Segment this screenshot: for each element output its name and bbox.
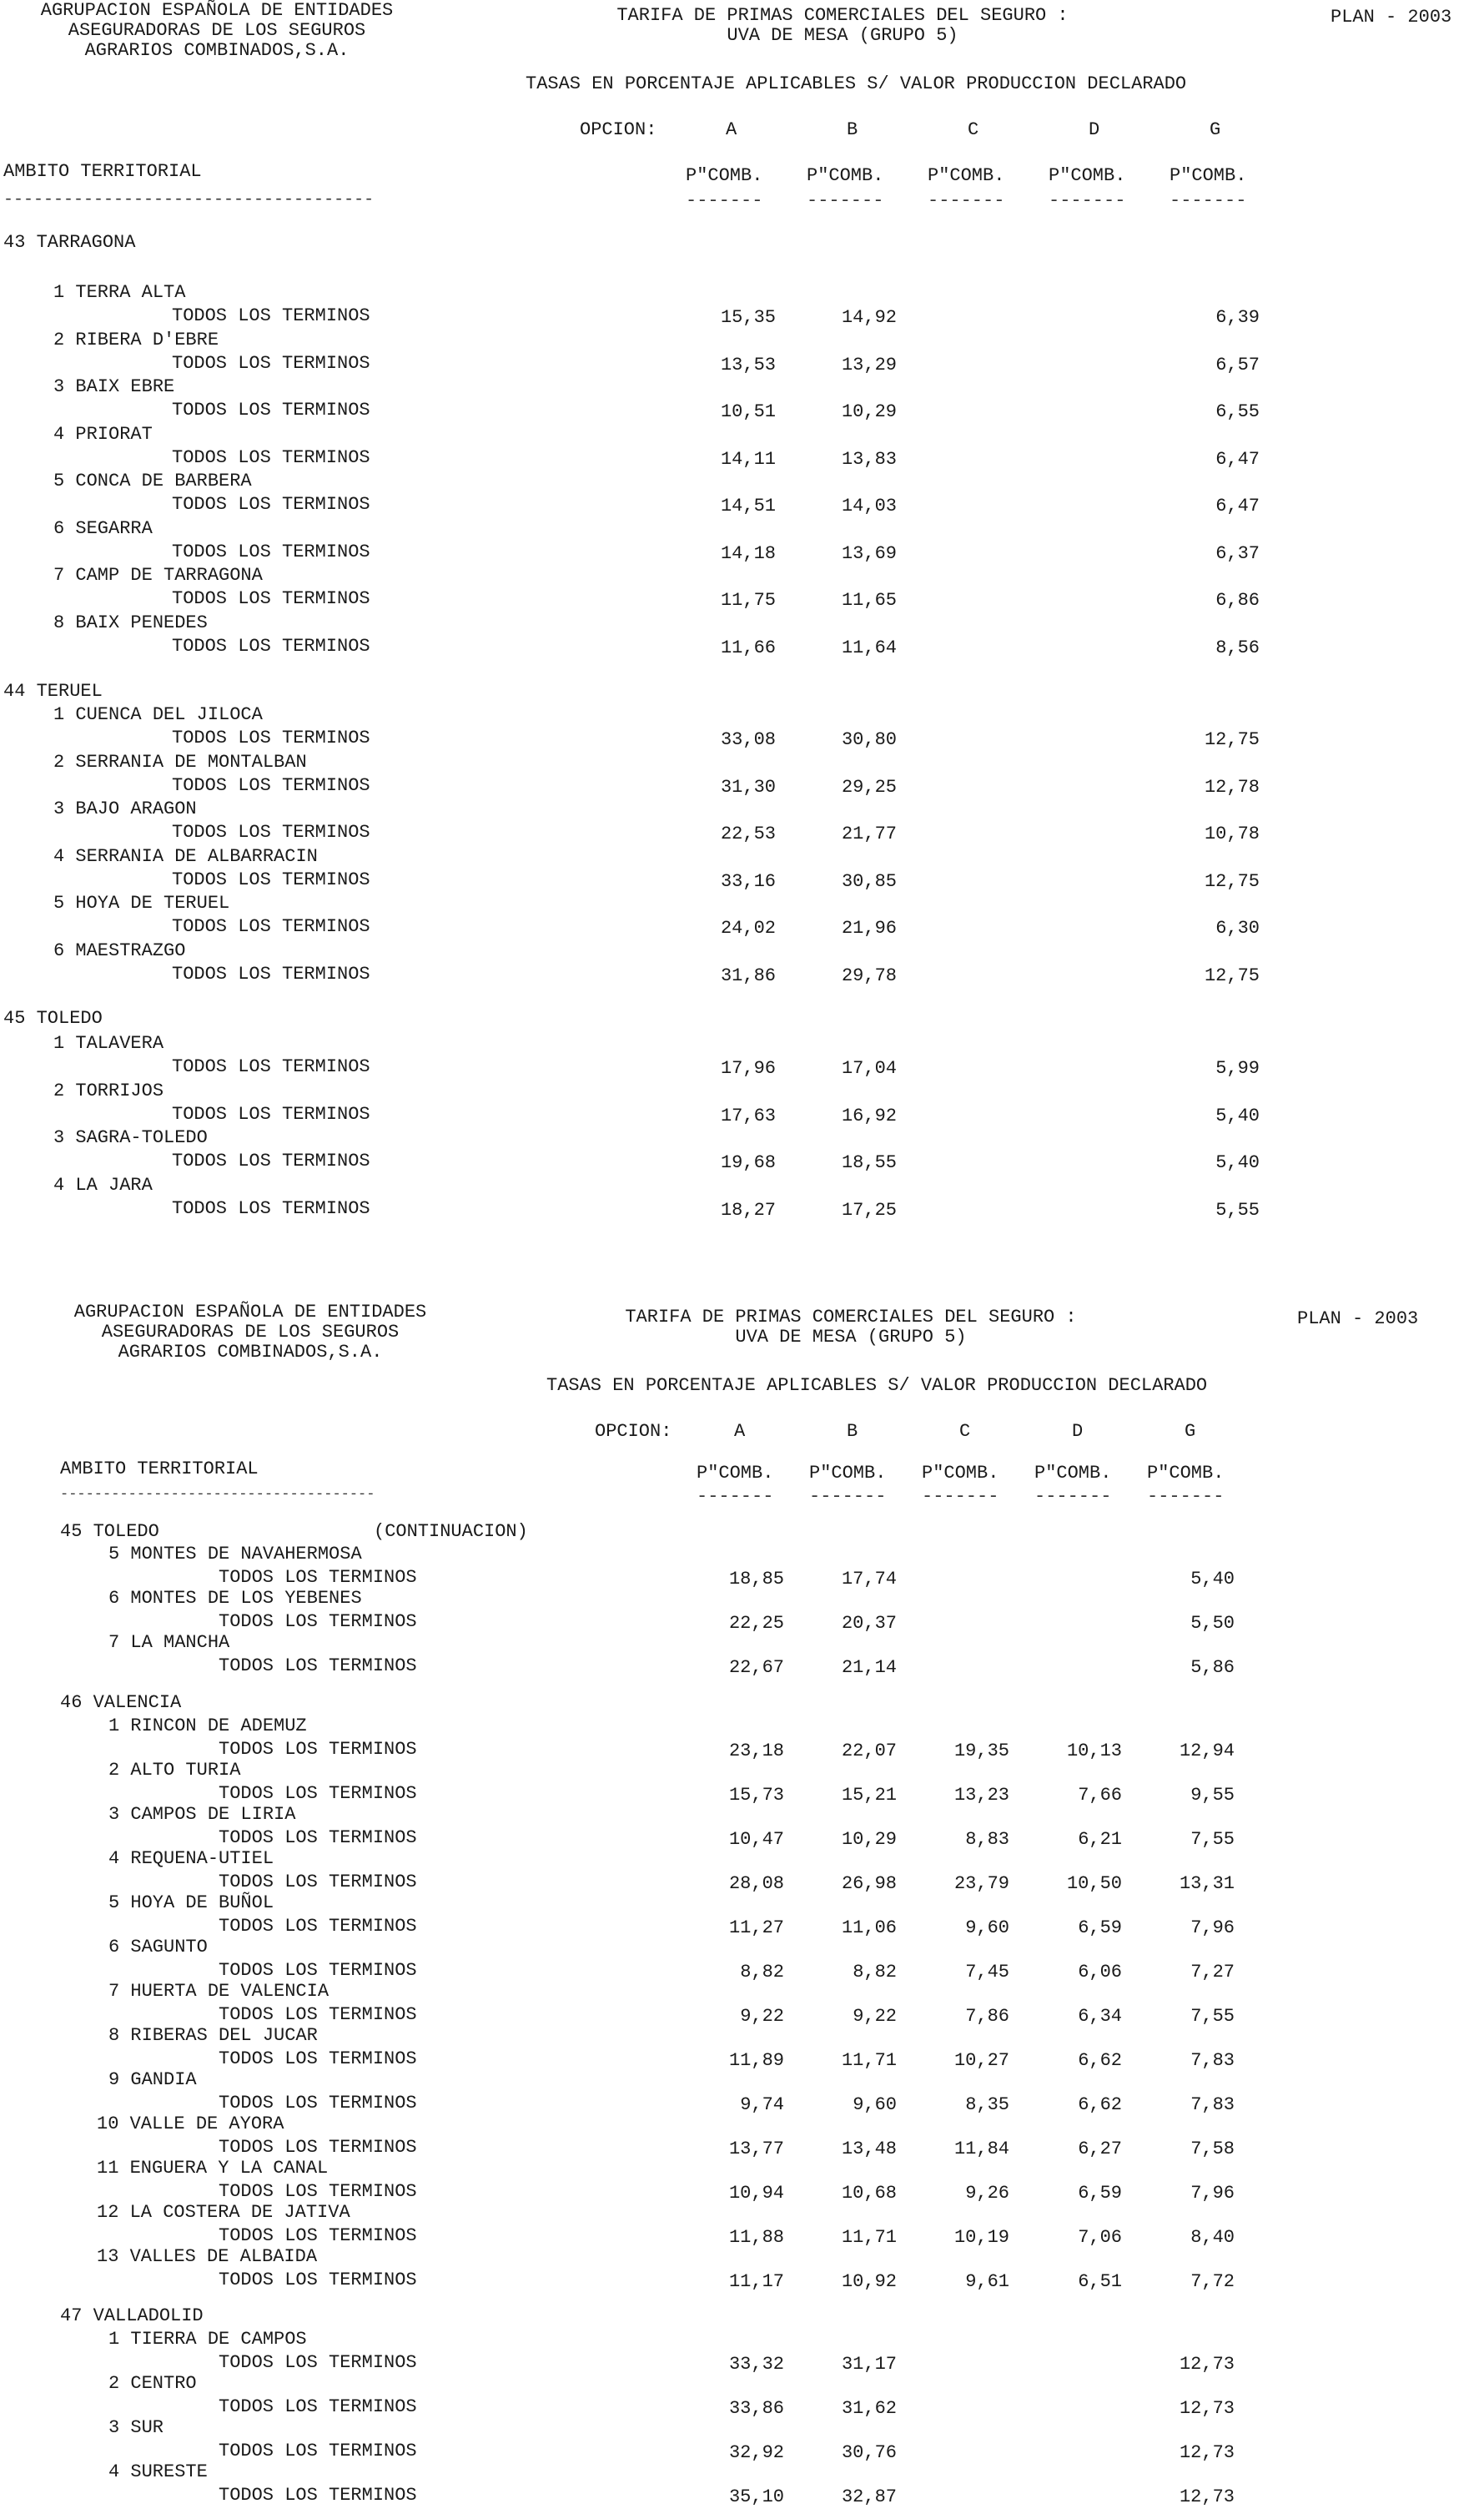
rate-option-a: 11,66 bbox=[720, 637, 776, 658]
rate-option-a: 28,08 bbox=[728, 1873, 784, 1894]
rate-option-b: 29,78 bbox=[841, 965, 897, 986]
rate-option-b: 10,92 bbox=[841, 2271, 897, 2292]
term-label: TODOS LOS TERMINOS bbox=[172, 494, 370, 515]
rate-option-d: 7,66 bbox=[1078, 1785, 1122, 1806]
rate-option-g: 7,96 bbox=[1190, 1917, 1235, 1938]
rate-option-g: 6,37 bbox=[1215, 542, 1260, 564]
rate-option-a: 10,47 bbox=[728, 1829, 784, 1850]
rate-option-g: 12,73 bbox=[1179, 2354, 1235, 2375]
comarca-name: 4 SURESTE bbox=[108, 2461, 208, 2482]
rate-option-b: 11,06 bbox=[841, 1917, 897, 1938]
rate-option-c: 11,84 bbox=[953, 2139, 1009, 2159]
tariff-subtitle: UVA DE MESA (GRUPO 5) bbox=[735, 1327, 967, 1348]
comarca-name: 9 GANDIA bbox=[108, 2069, 197, 2090]
term-label: TODOS LOS TERMINOS bbox=[172, 541, 370, 562]
rate-option-g: 10,78 bbox=[1204, 824, 1260, 844]
rate-option-b: 21,77 bbox=[841, 824, 897, 844]
rate-option-b: 13,29 bbox=[841, 354, 897, 375]
rate-option-a: 31,86 bbox=[720, 965, 776, 986]
rate-option-a: 10,94 bbox=[728, 2183, 784, 2204]
rate-option-g: 5,40 bbox=[1215, 1152, 1260, 1173]
rate-option-b: 15,21 bbox=[841, 1785, 897, 1806]
term-label: TODOS LOS TERMINOS bbox=[219, 2441, 417, 2461]
rate-option-g: 8,40 bbox=[1190, 2227, 1235, 2248]
continuation-label: (CONTINUACION) bbox=[374, 1521, 528, 1542]
col-header-b: P"COMB. bbox=[809, 1463, 887, 1484]
term-label: TODOS LOS TERMINOS bbox=[172, 822, 370, 843]
option-d: D bbox=[1089, 119, 1100, 140]
rate-option-g: 6,55 bbox=[1215, 401, 1260, 422]
comarca-name: 1 CUENCA DEL JILOCA bbox=[53, 704, 263, 725]
term-label: TODOS LOS TERMINOS bbox=[172, 916, 370, 937]
rate-option-d: 10,13 bbox=[1066, 1741, 1122, 1761]
col-underline-c: ------- bbox=[922, 1486, 999, 1507]
rate-option-c: 23,79 bbox=[953, 1873, 1009, 1894]
rate-option-a: 33,16 bbox=[720, 870, 776, 892]
col-underline-a: ------- bbox=[686, 190, 763, 211]
rate-option-a: 9,74 bbox=[740, 2094, 784, 2115]
province-heading: 44 TERUEL bbox=[3, 681, 103, 702]
term-label: TODOS LOS TERMINOS bbox=[219, 1611, 417, 1632]
term-label: TODOS LOS TERMINOS bbox=[172, 869, 370, 890]
rate-option-g: 5,99 bbox=[1215, 1058, 1260, 1079]
comarca-name: 3 BAIX EBRE bbox=[53, 376, 175, 397]
term-label: TODOS LOS TERMINOS bbox=[219, 2225, 417, 2246]
rate-option-a: 10,51 bbox=[720, 401, 776, 422]
comarca-name: 1 RINCON DE ADEMUZ bbox=[108, 1715, 307, 1736]
rate-option-a: 22,25 bbox=[728, 1613, 784, 1634]
comarca-name: 4 SERRANIA DE ALBARRACIN bbox=[53, 845, 318, 867]
rate-option-a: 18,27 bbox=[720, 1199, 776, 1221]
comarca-name: 5 HOYA DE BUÑOL bbox=[108, 1892, 274, 1913]
rate-option-a: 24,02 bbox=[720, 918, 776, 939]
rate-option-b: 32,87 bbox=[841, 2486, 897, 2507]
rate-option-a: 13,53 bbox=[720, 354, 776, 375]
rate-option-d: 6,59 bbox=[1078, 1917, 1122, 1938]
rate-option-g: 6,30 bbox=[1215, 918, 1260, 939]
rate-option-a: 33,86 bbox=[728, 2398, 784, 2419]
rate-option-b: 11,64 bbox=[841, 637, 897, 658]
option-a: A bbox=[726, 119, 737, 140]
rate-option-d: 7,06 bbox=[1078, 2227, 1122, 2248]
col-header-a: P"COMB. bbox=[697, 1463, 774, 1484]
col-header-d: P"COMB. bbox=[1034, 1463, 1112, 1484]
term-label: TODOS LOS TERMINOS bbox=[219, 1567, 417, 1588]
option-c: C bbox=[959, 1421, 971, 1442]
option-g: G bbox=[1185, 1421, 1196, 1442]
term-label: TODOS LOS TERMINOS bbox=[172, 1151, 370, 1171]
org-line-2: ASEGURADORAS DE LOS SEGUROS bbox=[68, 20, 366, 41]
option-c: C bbox=[968, 119, 979, 140]
term-label: TODOS LOS TERMINOS bbox=[219, 2137, 417, 2158]
rate-option-b: 13,83 bbox=[841, 448, 897, 470]
rate-option-a: 19,68 bbox=[720, 1152, 776, 1173]
org-line-3: AGRARIOS COMBINADOS,S.A. bbox=[118, 1342, 383, 1363]
rate-option-g: 6,47 bbox=[1215, 496, 1260, 516]
rate-option-b: 26,98 bbox=[841, 1873, 897, 1894]
term-label: TODOS LOS TERMINOS bbox=[219, 1916, 417, 1937]
rate-option-c: 13,23 bbox=[953, 1785, 1009, 1806]
col-underline-a: ------- bbox=[697, 1486, 774, 1507]
rate-option-d: 6,51 bbox=[1078, 2271, 1122, 2292]
comarca-name: 2 CENTRO bbox=[108, 2373, 197, 2394]
rate-option-a: 23,18 bbox=[728, 1741, 784, 1761]
ambito-header: AMBITO TERRITORIAL bbox=[60, 1459, 259, 1479]
rate-option-b: 30,85 bbox=[841, 870, 897, 892]
rate-option-g: 7,72 bbox=[1190, 2271, 1235, 2292]
comarca-name: 8 RIBERAS DEL JUCAR bbox=[108, 2025, 318, 2046]
rate-option-c: 9,60 bbox=[965, 1917, 1009, 1938]
comarca-name: 12 LA COSTERA DE JATIVA bbox=[97, 2202, 350, 2223]
comarca-name: 3 BAJO ARAGON bbox=[53, 799, 197, 819]
rate-option-a: 14,11 bbox=[720, 448, 776, 470]
term-label: TODOS LOS TERMINOS bbox=[219, 2048, 417, 2069]
rate-option-b: 10,68 bbox=[841, 2183, 897, 2204]
rate-option-g: 12,75 bbox=[1204, 965, 1260, 986]
rate-option-c: 8,83 bbox=[965, 1829, 1009, 1850]
comarca-name: 4 LA JARA bbox=[53, 1174, 153, 1196]
option-d: D bbox=[1072, 1421, 1084, 1442]
province-heading: 47 VALLADOLID bbox=[60, 2305, 204, 2326]
rate-option-b: 18,55 bbox=[841, 1152, 897, 1173]
comarca-name: 2 SERRANIA DE MONTALBAN bbox=[53, 751, 307, 773]
opcion-label: OPCION: bbox=[595, 1421, 672, 1442]
plan-label: PLAN - 2003 bbox=[1331, 7, 1452, 28]
rate-option-c: 7,45 bbox=[965, 1962, 1009, 1982]
rate-option-g: 6,86 bbox=[1215, 590, 1260, 611]
rate-option-b: 10,29 bbox=[841, 1829, 897, 1850]
col-header-b: P"COMB. bbox=[807, 165, 884, 186]
rate-option-a: 33,32 bbox=[728, 2354, 784, 2375]
tariff-title: TARIFA DE PRIMAS COMERCIALES DEL SEGURO : bbox=[625, 1307, 1077, 1328]
term-label: TODOS LOS TERMINOS bbox=[172, 963, 370, 985]
rate-option-d: 6,06 bbox=[1078, 1962, 1122, 1982]
ambito-underline: ------------------------------------- bbox=[3, 190, 375, 209]
rate-option-b: 21,96 bbox=[841, 918, 897, 939]
opcion-label: OPCION: bbox=[580, 119, 657, 140]
comarca-name: 4 REQUENA-UTIEL bbox=[108, 1848, 274, 1869]
rate-option-d: 10,50 bbox=[1066, 1873, 1122, 1894]
rate-option-g: 7,55 bbox=[1190, 1829, 1235, 1850]
rate-option-a: 32,92 bbox=[728, 2442, 784, 2463]
option-a: A bbox=[734, 1421, 746, 1442]
term-label: TODOS LOS TERMINOS bbox=[219, 2181, 417, 2202]
rate-option-g: 12,75 bbox=[1204, 729, 1260, 750]
rate-option-b: 14,03 bbox=[841, 496, 897, 516]
comarca-name: 6 MONTES DE LOS YEBENES bbox=[108, 1588, 362, 1609]
rate-option-g: 5,86 bbox=[1190, 1657, 1235, 1678]
rate-option-g: 5,40 bbox=[1190, 1569, 1235, 1589]
rate-option-a: 35,10 bbox=[728, 2486, 784, 2507]
rate-option-g: 7,27 bbox=[1190, 1962, 1235, 1982]
term-label: TODOS LOS TERMINOS bbox=[172, 400, 370, 421]
rate-option-g: 12,73 bbox=[1179, 2442, 1235, 2463]
comarca-name: 13 VALLES DE ALBAIDA bbox=[97, 2246, 318, 2267]
rate-option-b: 11,65 bbox=[841, 590, 897, 611]
comarca-name: 3 CAMPOS DE LIRIA bbox=[108, 1804, 296, 1825]
rate-option-d: 6,21 bbox=[1078, 1829, 1122, 1850]
rate-option-a: 9,22 bbox=[740, 2006, 784, 2027]
rate-option-g: 6,47 bbox=[1215, 448, 1260, 470]
rate-option-d: 6,62 bbox=[1078, 2050, 1122, 2071]
rate-option-b: 17,04 bbox=[841, 1058, 897, 1079]
rate-option-a: 33,08 bbox=[720, 729, 776, 750]
term-label: TODOS LOS TERMINOS bbox=[219, 1872, 417, 1892]
rate-option-g: 5,55 bbox=[1215, 1199, 1260, 1221]
rate-option-d: 6,59 bbox=[1078, 2183, 1122, 2204]
rate-option-b: 11,71 bbox=[841, 2227, 897, 2248]
rate-option-b: 21,14 bbox=[841, 1657, 897, 1678]
comarca-name: 3 SUR bbox=[108, 2417, 164, 2438]
rate-option-b: 17,74 bbox=[841, 1569, 897, 1589]
term-label: TODOS LOS TERMINOS bbox=[219, 2270, 417, 2290]
col-header-a: P"COMB. bbox=[686, 165, 763, 186]
ambito-header: AMBITO TERRITORIAL bbox=[3, 161, 202, 182]
rate-option-g: 12,73 bbox=[1179, 2398, 1235, 2419]
term-label: TODOS LOS TERMINOS bbox=[219, 1655, 417, 1676]
col-header-c: P"COMB. bbox=[928, 165, 1005, 186]
term-label: TODOS LOS TERMINOS bbox=[219, 2093, 417, 2113]
rate-option-a: 15,73 bbox=[728, 1785, 784, 1806]
term-label: TODOS LOS TERMINOS bbox=[219, 1739, 417, 1760]
comarca-name: 7 LA MANCHA bbox=[108, 1632, 230, 1653]
rate-option-a: 11,75 bbox=[720, 590, 776, 611]
comarca-name: 5 MONTES DE NAVAHERMOSA bbox=[108, 1544, 362, 1564]
rate-option-a: 22,53 bbox=[720, 824, 776, 844]
rate-option-d: 6,62 bbox=[1078, 2094, 1122, 2115]
rate-option-b: 30,80 bbox=[841, 729, 897, 750]
rates-description: TASAS EN PORCENTAJE APLICABLES S/ VALOR PRODUCCION DECLARADO bbox=[546, 1375, 1208, 1396]
comarca-name: 1 TERRA ALTA bbox=[53, 282, 186, 303]
rate-option-g: 7,83 bbox=[1190, 2050, 1235, 2071]
col-header-c: P"COMB. bbox=[922, 1463, 999, 1484]
comarca-name: 3 SAGRA-TOLEDO bbox=[53, 1127, 208, 1148]
rate-option-b: 10,29 bbox=[841, 401, 897, 422]
rate-option-b: 9,60 bbox=[853, 2094, 897, 2115]
term-label: TODOS LOS TERMINOS bbox=[172, 446, 370, 468]
term-label: TODOS LOS TERMINOS bbox=[219, 1960, 417, 1981]
rate-option-a: 11,89 bbox=[728, 2050, 784, 2071]
rate-option-g: 5,50 bbox=[1190, 1613, 1235, 1634]
rate-option-d: 6,27 bbox=[1078, 2139, 1122, 2159]
rate-option-g: 6,57 bbox=[1215, 354, 1260, 375]
rate-option-a: 11,27 bbox=[728, 1917, 784, 1938]
comarca-name: 8 BAIX PENEDES bbox=[53, 612, 208, 633]
col-underline-b: ------- bbox=[807, 190, 884, 211]
rate-option-g: 7,58 bbox=[1190, 2139, 1235, 2159]
term-label: TODOS LOS TERMINOS bbox=[172, 305, 370, 326]
rate-option-g: 12,75 bbox=[1204, 870, 1260, 892]
col-header-d: P"COMB. bbox=[1049, 165, 1126, 186]
rate-option-a: 17,63 bbox=[720, 1105, 776, 1126]
term-label: TODOS LOS TERMINOS bbox=[172, 588, 370, 609]
col-underline-g: ------- bbox=[1170, 190, 1247, 211]
ambito-underline: ------------------------------------- bbox=[60, 1487, 375, 1503]
province-heading: 46 VALENCIA bbox=[60, 1692, 182, 1713]
comarca-name: 11 ENGUERA Y LA CANAL bbox=[97, 2158, 329, 2179]
rate-option-b: 11,71 bbox=[841, 2050, 897, 2071]
option-b: B bbox=[847, 1421, 858, 1442]
col-underline-d: ------- bbox=[1034, 1486, 1112, 1507]
rate-option-a: 17,96 bbox=[720, 1058, 776, 1079]
rate-option-b: 8,82 bbox=[853, 1962, 897, 1982]
org-line-3: AGRARIOS COMBINADOS,S.A. bbox=[84, 40, 350, 61]
rate-option-a: 14,18 bbox=[720, 542, 776, 564]
plan-label: PLAN - 2003 bbox=[1297, 1308, 1419, 1329]
tariff-subtitle: UVA DE MESA (GRUPO 5) bbox=[727, 25, 958, 46]
rate-option-g: 12,78 bbox=[1204, 776, 1260, 798]
rate-option-c: 8,35 bbox=[965, 2094, 1009, 2115]
rate-option-b: 17,25 bbox=[841, 1199, 897, 1221]
org-line-1: AGRUPACION ESPAÑOLA DE ENTIDADES bbox=[40, 0, 394, 21]
province-heading: 45 TOLEDO bbox=[3, 1008, 103, 1029]
rate-option-d: 6,34 bbox=[1078, 2006, 1122, 2027]
term-label: TODOS LOS TERMINOS bbox=[172, 352, 370, 374]
rate-option-g: 12,94 bbox=[1179, 1741, 1235, 1761]
rate-option-c: 7,86 bbox=[965, 2006, 1009, 2027]
comarca-name: 6 SAGUNTO bbox=[108, 1937, 208, 1957]
comarca-name: 5 CONCA DE BARBERA bbox=[53, 471, 252, 491]
rate-option-a: 15,35 bbox=[720, 307, 776, 328]
option-g: G bbox=[1210, 119, 1221, 140]
comarca-name: 2 RIBERA D'EBRE bbox=[53, 329, 219, 350]
comarca-name: 7 HUERTA DE VALENCIA bbox=[108, 1981, 329, 2002]
term-label: TODOS LOS TERMINOS bbox=[172, 728, 370, 748]
option-b: B bbox=[847, 119, 858, 140]
term-label: TODOS LOS TERMINOS bbox=[219, 1827, 417, 1848]
comarca-name: 1 TIERRA DE CAMPOS bbox=[108, 2329, 307, 2350]
col-underline-g: ------- bbox=[1147, 1486, 1225, 1507]
col-underline-c: ------- bbox=[928, 190, 1005, 211]
comarca-name: 1 TALAVERA bbox=[53, 1033, 164, 1054]
rate-option-a: 11,88 bbox=[728, 2227, 784, 2248]
rate-option-a: 13,77 bbox=[728, 2139, 784, 2159]
rate-option-c: 19,35 bbox=[953, 1741, 1009, 1761]
term-label: TODOS LOS TERMINOS bbox=[219, 2004, 417, 2025]
rate-option-g: 7,55 bbox=[1190, 2006, 1235, 2027]
rate-option-g: 7,83 bbox=[1190, 2094, 1235, 2115]
rate-option-b: 16,92 bbox=[841, 1105, 897, 1126]
col-header-g: P"COMB. bbox=[1147, 1463, 1225, 1484]
rate-option-g: 8,56 bbox=[1215, 637, 1260, 658]
rate-option-a: 14,51 bbox=[720, 496, 776, 516]
term-label: TODOS LOS TERMINOS bbox=[172, 1056, 370, 1077]
rate-option-b: 14,92 bbox=[841, 307, 897, 328]
province-heading: 43 TARRAGONA bbox=[3, 232, 136, 253]
rate-option-b: 9,22 bbox=[853, 2006, 897, 2027]
rate-option-c: 10,19 bbox=[953, 2227, 1009, 2248]
col-underline-d: ------- bbox=[1049, 190, 1126, 211]
rates-description: TASAS EN PORCENTAJE APLICABLES S/ VALOR PRODUCCION DECLARADO bbox=[526, 73, 1187, 94]
rate-option-b: 13,48 bbox=[841, 2139, 897, 2159]
term-label: TODOS LOS TERMINOS bbox=[172, 1103, 370, 1125]
term-label: TODOS LOS TERMINOS bbox=[219, 2396, 417, 2417]
rate-option-c: 9,61 bbox=[965, 2271, 1009, 2292]
rate-option-c: 10,27 bbox=[953, 2050, 1009, 2071]
term-label: TODOS LOS TERMINOS bbox=[219, 2352, 417, 2373]
rate-option-a: 8,82 bbox=[740, 1962, 784, 1982]
rate-option-b: 13,69 bbox=[841, 542, 897, 564]
rate-option-b: 30,76 bbox=[841, 2442, 897, 2463]
rate-option-g: 7,96 bbox=[1190, 2183, 1235, 2204]
col-underline-b: ------- bbox=[809, 1486, 887, 1507]
comarca-name: 7 CAMP DE TARRAGONA bbox=[53, 565, 263, 586]
rate-option-b: 29,25 bbox=[841, 776, 897, 798]
rate-option-a: 11,17 bbox=[728, 2271, 784, 2292]
rate-option-g: 5,40 bbox=[1215, 1105, 1260, 1126]
term-label: TODOS LOS TERMINOS bbox=[219, 1783, 417, 1804]
comarca-name: 2 TORRIJOS bbox=[53, 1080, 164, 1101]
rate-option-b: 31,62 bbox=[841, 2398, 897, 2419]
rate-option-b: 20,37 bbox=[841, 1613, 897, 1634]
term-label: TODOS LOS TERMINOS bbox=[219, 2485, 417, 2506]
rate-option-a: 22,67 bbox=[728, 1657, 784, 1678]
term-label: TODOS LOS TERMINOS bbox=[172, 1197, 370, 1219]
rate-option-c: 9,26 bbox=[965, 2183, 1009, 2204]
term-label: TODOS LOS TERMINOS bbox=[172, 774, 370, 796]
org-line-2: ASEGURADORAS DE LOS SEGUROS bbox=[101, 1322, 400, 1343]
col-header-g: P"COMB. bbox=[1170, 165, 1247, 186]
rate-option-g: 12,73 bbox=[1179, 2486, 1235, 2507]
comarca-name: 2 ALTO TURIA bbox=[108, 1760, 241, 1781]
rate-option-b: 31,17 bbox=[841, 2354, 897, 2375]
rate-option-g: 13,31 bbox=[1179, 1873, 1235, 1894]
comarca-name: 6 SEGARRA bbox=[53, 517, 153, 539]
rate-option-a: 18,85 bbox=[728, 1569, 784, 1589]
org-line-1: AGRUPACION ESPAÑOLA DE ENTIDADES bbox=[73, 1302, 427, 1322]
rate-option-b: 22,07 bbox=[841, 1741, 897, 1761]
tariff-title: TARIFA DE PRIMAS COMERCIALES DEL SEGURO : bbox=[616, 5, 1069, 26]
rate-option-g: 6,39 bbox=[1215, 307, 1260, 328]
comarca-name: 5 HOYA DE TERUEL bbox=[53, 893, 230, 914]
rate-option-a: 31,30 bbox=[720, 776, 776, 798]
comarca-name: 4 PRIORAT bbox=[53, 423, 153, 445]
province-heading: 45 TOLEDO bbox=[60, 1521, 159, 1542]
comarca-name: 10 VALLE DE AYORA bbox=[97, 2113, 284, 2134]
term-label: TODOS LOS TERMINOS bbox=[172, 635, 370, 657]
comarca-name: 6 MAESTRAZGO bbox=[53, 940, 186, 961]
rate-option-g: 9,55 bbox=[1190, 1785, 1235, 1806]
